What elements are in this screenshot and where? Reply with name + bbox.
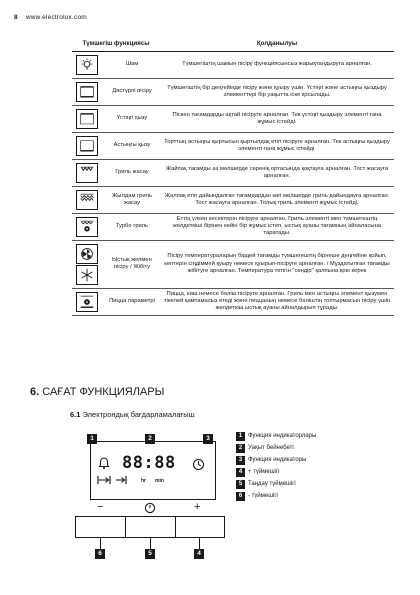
- legend-number: 5: [236, 480, 245, 489]
- turbo-grill-icon: [76, 217, 98, 237]
- function-description: Жалпақ етіп дайындалған тағамдардан көп мөлшерде гриль дайындауға арналған. Тост жасауға арналған. Толық гриль элементі жұмыс істейді.: [160, 186, 394, 213]
- function-name: Астыңғы қызу: [104, 132, 160, 159]
- legend-text: + түймешігі: [248, 469, 280, 475]
- lamp-icon: [76, 55, 98, 75]
- clock-icon: [192, 458, 205, 471]
- table-row: [72, 51, 394, 78]
- function-name: Дәстүрлі пісіру: [104, 78, 160, 105]
- bell-icon: [97, 456, 111, 470]
- hot-air-icon: [76, 244, 98, 264]
- table-row: [72, 78, 394, 105]
- plus-symbol: +: [194, 501, 201, 513]
- function-name: Ыстық желмен пісіру / Жібіту: [104, 240, 160, 288]
- legend-item: [236, 454, 316, 466]
- minute-label: min: [155, 478, 164, 484]
- table-row: [72, 132, 394, 159]
- defrost-icon: [76, 265, 98, 285]
- function-description: Пісіру температураларын бірдей тағамды түмшегештің бірнеше деңгейіне қойып, кептерін сіңдіммей қуыру немесе қуырып-пісіруге арналған. / Мұздатылған тағамды жібітуге арналған. Температура тетігін "сөндір" қалпына қою керек: [160, 240, 394, 288]
- section-title: [30, 386, 164, 398]
- subsection-title: [70, 410, 195, 419]
- function-name: Шам: [104, 51, 160, 78]
- callout-6: 6: [95, 549, 105, 559]
- function-name: Үстіңгі қызу: [104, 105, 160, 132]
- legend-number: 6: [236, 492, 245, 501]
- legend-number: 4: [236, 468, 245, 477]
- callout-3: 3: [203, 434, 213, 444]
- page-header: [14, 14, 87, 21]
- legend-text: - түймешігі: [248, 493, 278, 499]
- plus-button[interactable]: [176, 517, 224, 537]
- callout-4: 4: [194, 549, 204, 559]
- subsection-title-text: Электрондық бағдарламалағыш: [82, 410, 195, 419]
- function-name: Пицца параметрі: [104, 288, 160, 315]
- legend-text: Функция индикаторлары: [248, 433, 317, 439]
- table-row: [72, 213, 394, 240]
- conventional-icon: [76, 82, 98, 102]
- pizza-icon: [76, 292, 98, 312]
- function-description: Торттың астыңғы қыртысын қыртылдақ етіп пісіруге арналған. Тек астыңғы қыздыру элементі ғана жұмыс істейді.: [160, 132, 394, 159]
- column-header-usage: Қолданылуы: [160, 38, 394, 51]
- callout-2: 2: [145, 434, 155, 444]
- function-description: Түмшегіштің шамын пісіру функциясынсыз жарықтандыруға арналған.: [160, 51, 394, 78]
- column-header-function: Түмшегіш функциясы: [72, 38, 160, 51]
- page-number: 8: [14, 14, 18, 21]
- minus-button[interactable]: [76, 517, 125, 537]
- function-name: Гриль жасау: [104, 159, 160, 186]
- legend-text: Уақыт бейнебеті: [248, 445, 294, 451]
- grill-icon: [76, 163, 98, 183]
- diagram-legend: [236, 430, 316, 502]
- legend-item: [236, 442, 316, 454]
- function-description: Түмшегіштің бір деңгейінде пісіру және қуыру үшін. Үстіңгі және астыңғы қыздыру элементтері бір уақытта іске қосылады.: [160, 78, 394, 105]
- minus-symbol: −: [97, 501, 104, 513]
- programmer-display-panel: [90, 441, 216, 500]
- legend-item: [236, 478, 316, 490]
- legend-item: [236, 466, 316, 478]
- function-description: Піскен тағамдарды ақтай пісіруге арналған. Тек үстіңгі қыздыру элементі ғана жұмыс істейді.: [160, 105, 394, 132]
- callout-5: 5: [145, 549, 155, 559]
- legend-number: 3: [236, 456, 245, 465]
- legend-item: [236, 430, 316, 442]
- clock-symbol-icon: [144, 502, 156, 514]
- legend-number: 1: [236, 432, 245, 441]
- table-header-row: [72, 38, 394, 51]
- legend-number: 2: [236, 444, 245, 453]
- legend-text: Функция индикаторы: [248, 457, 307, 463]
- duration-icon: [97, 475, 111, 485]
- time-display: 88:88: [122, 453, 176, 473]
- function-description: Жайпақ тағамды аз мөлшерде сөреніқ ортасында қақтауға арналған. Тост жасауға арналған.: [160, 159, 394, 186]
- hour-label: hr: [141, 478, 146, 484]
- table-row: [72, 288, 394, 315]
- top-heat-icon: [76, 109, 98, 129]
- section-number: 6.: [30, 386, 40, 398]
- table-row: [72, 105, 394, 132]
- function-name: Турбо гриль: [104, 213, 160, 240]
- legend-text: Таңдау түймешігі: [248, 481, 296, 487]
- table-row: [72, 159, 394, 186]
- bottom-heat-icon: [76, 136, 98, 156]
- oven-functions-table: [72, 38, 394, 316]
- function-description: Пицца, киш немесе бәліш пісіруге арналған. Гриль мен астыңғы элемент қызумен тікелей қамтамасыз етеді және пиццаның немесе бәліштің толтырмасын пісіру үшін желдеткіш ыстық ауаны айналдырып тұрады.: [160, 288, 394, 315]
- legend-item: [236, 490, 316, 502]
- section-title-text: САҒАТ ФУНКЦИЯЛАРЫ: [42, 386, 165, 398]
- end-time-icon: [115, 475, 127, 485]
- select-button[interactable]: [126, 517, 175, 537]
- table-row: [72, 240, 394, 288]
- table-row: [72, 186, 394, 213]
- fast-grill-icon: [76, 190, 98, 210]
- function-name: Жылдам гриль жасау: [104, 186, 160, 213]
- control-buttons: [75, 516, 225, 538]
- function-description: Еттің үлкен кесектерін пісіруге арналған. Гриль элементі мен түмшегештің желдеткіші бірінен кейін бір жұмыс істеп, ыстық ауаны тағамның айналасына таратады.: [160, 213, 394, 240]
- subsection-number: 6.1: [70, 410, 81, 419]
- site-url: www.electrolux.com: [25, 14, 87, 21]
- callout-1: 1: [87, 434, 97, 444]
